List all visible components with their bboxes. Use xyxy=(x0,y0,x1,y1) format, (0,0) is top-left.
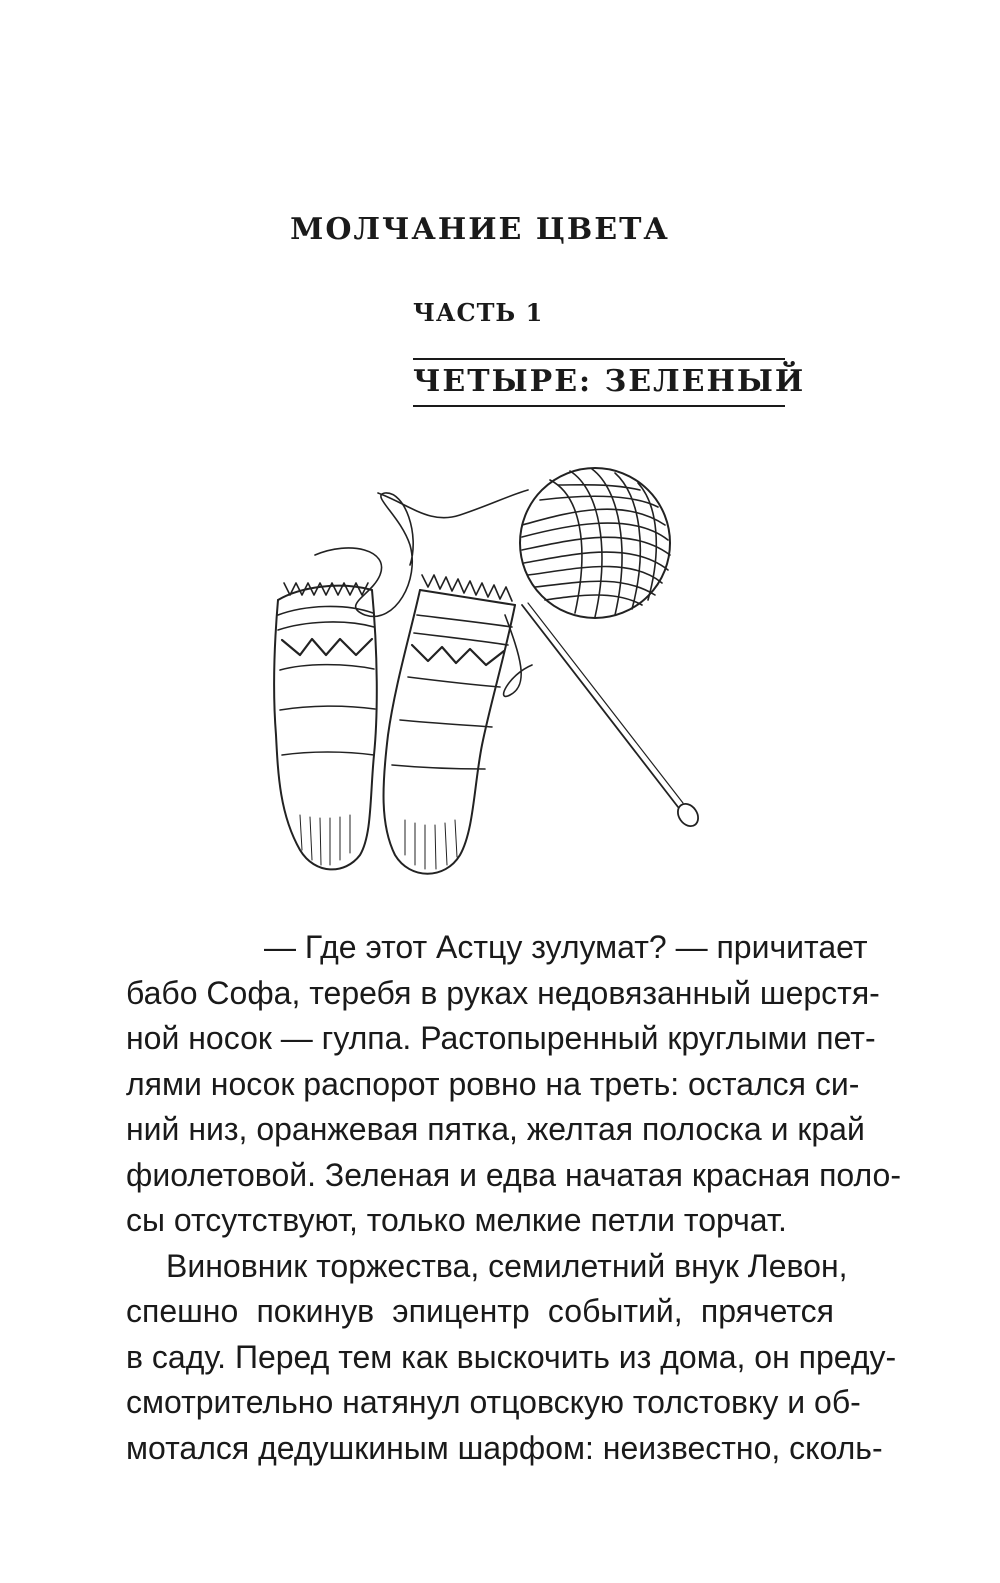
text-line: сы отсутствуют, только мелкие петли торчат. xyxy=(126,1202,787,1238)
yarn-strand xyxy=(504,615,532,696)
text-line: ной носок — гулпа. Растопыренный круглыми пет- xyxy=(126,1020,876,1056)
text-line: в саду. Перед тем как выскочить из дома, он преду- xyxy=(126,1338,897,1375)
text-line: мотался дедушкиным шарфом: неизвестно, сколь- xyxy=(126,1429,883,1466)
text-line: Виновник торжества, семилетний внук Левон, xyxy=(166,1247,848,1284)
left-sock xyxy=(274,583,377,869)
right-sock xyxy=(384,575,515,874)
book-title: МОЛЧАНИЕ ЦВЕТА xyxy=(290,212,670,247)
knitted-socks-yarn-ball-illustration xyxy=(260,455,720,885)
part-label: ЧАСТЬ 1 xyxy=(413,298,544,327)
text-line: фиолетовой. Зеленая и едва начатая красная поло- xyxy=(126,1156,901,1193)
yarn-ball xyxy=(520,468,670,618)
yarn-strand xyxy=(315,493,413,616)
text-line: — Где этот Астцу зулумат? — причитает xyxy=(264,929,868,965)
text-line: спешно покинув эпицентр событий, прячется xyxy=(126,1293,834,1329)
text-line: бабо Софа, теребя в руках недовязанный шерстя- xyxy=(126,974,880,1011)
text-line: ний низ, оранжевая пятка, желтая полоска и край xyxy=(126,1111,865,1147)
text-line: лями носок распорот ровно на треть: остался си- xyxy=(126,1065,860,1102)
chapter-title: ЧЕТЫРЕ: ЗЕЛЕНЫЙ xyxy=(413,358,785,407)
paragraph xyxy=(126,1244,897,1472)
body-text xyxy=(126,925,901,1471)
knitting-needle xyxy=(522,603,702,830)
text-line: смотрительно натянул отцовскую толстовку и об- xyxy=(126,1384,861,1420)
paragraph xyxy=(126,925,901,1244)
yarn-strand xyxy=(378,490,528,518)
